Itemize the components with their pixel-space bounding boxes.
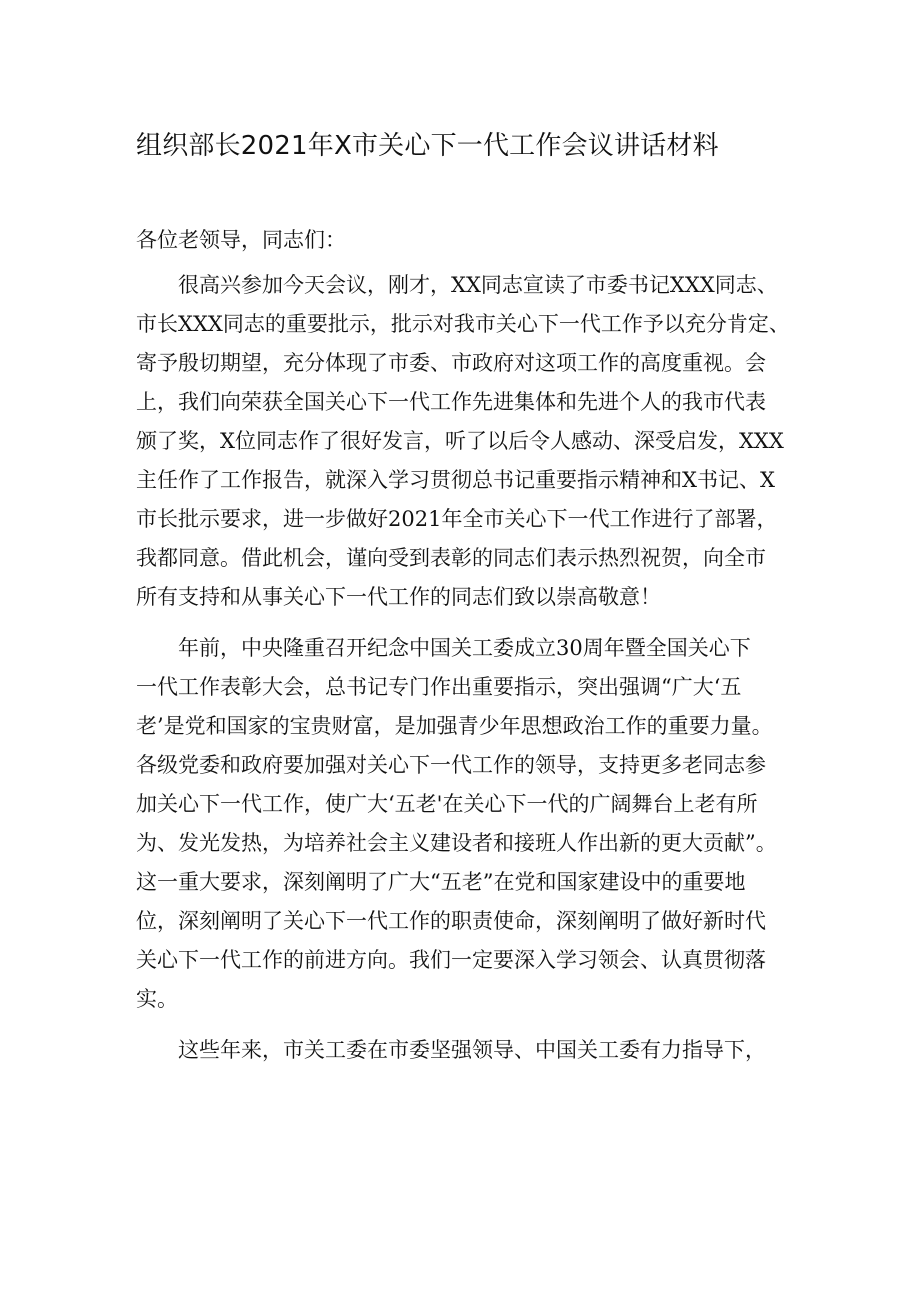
paragraph-line: 主任作了工作报告，就深入学习贯彻总书记重要指示精神和X书记、X <box>136 468 775 492</box>
paragraph-gap <box>136 1019 796 1031</box>
paragraph-line: 各级党委和政府要加强对关心下一代工作的领导，支持更多老同志参 <box>136 753 766 777</box>
paragraph-1 <box>136 266 796 617</box>
paragraph-line: 所有支持和从事关心下一代工作的同志们致以崇高敬意！ <box>136 585 661 609</box>
paragraph-line: 实。 <box>136 987 178 1011</box>
paragraph-line: 市长XXX同志的重要批示，批示对我市关心下一代工作予以充分肯定、 <box>136 312 790 336</box>
paragraph-line: 颁了奖，X位同志作了很好发言，听了以后令人感动、深受启发，XXX <box>136 429 784 453</box>
paragraph-line: 我都同意。借此机会，谨向受到表彰的同志们表示热烈祝贺，向全市 <box>136 546 766 570</box>
salutation: 各位老领导，同志们： <box>136 228 346 252</box>
paragraph-line: 上，我们向荣获全国关心下一代工作先进集体和先进个人的我市代表 <box>136 390 766 414</box>
paragraph-line: 这些年来，市关工委在市委坚强领导、中国关工委有力指导下， <box>178 1038 766 1062</box>
paragraph-3 <box>136 1031 796 1070</box>
paragraph-gap <box>136 617 796 629</box>
paragraph-line: 老’是党和国家的宝贵财富，是加强青少年思想政治工作的重要力量。 <box>136 714 773 738</box>
paragraph-line: 为、发光发热，为培养社会主义建设者和接班人作出新的更大贡献”。 <box>136 831 777 855</box>
paragraph-line: 这一重大要求，深刻阐明了广大“五老”在党和国家建设中的重要地 <box>136 870 746 894</box>
document-body <box>136 266 796 1070</box>
paragraph-line: 位，深刻阐明了关心下一代工作的职责使命，深刻阐明了做好新时代 <box>136 909 766 933</box>
document-title: 组织部长2021年X市关心下一代工作会议讲话材料 <box>136 131 719 161</box>
paragraph-line: 寄予殷切期望，充分体现了市委、市政府对这项工作的高度重视。会 <box>136 351 766 375</box>
paragraph-line: 关心下一代工作的前进方向。我们一定要深入学习领会、认真贯彻落 <box>136 948 766 972</box>
paragraph-2 <box>136 629 796 1019</box>
paragraph-line: 很高兴参加今天会议，刚才，XX同志宣读了市委书记XXX同志、 <box>178 273 778 297</box>
paragraph-line: 一代工作表彰大会，总书记专门作出重要指示，突出强调“广大‘五 <box>136 675 742 699</box>
paragraph-line: 年前，中央隆重召开纪念中国关工委成立30周年暨全国关心下 <box>178 636 751 660</box>
paragraph-line: 市长批示要求，进一步做好2021年全市关心下一代工作进行了部署， <box>136 507 778 531</box>
paragraph-line: 加关心下一代工作，使广大‘五老'在关心下一代的广阔舞台上老有所 <box>136 792 758 816</box>
